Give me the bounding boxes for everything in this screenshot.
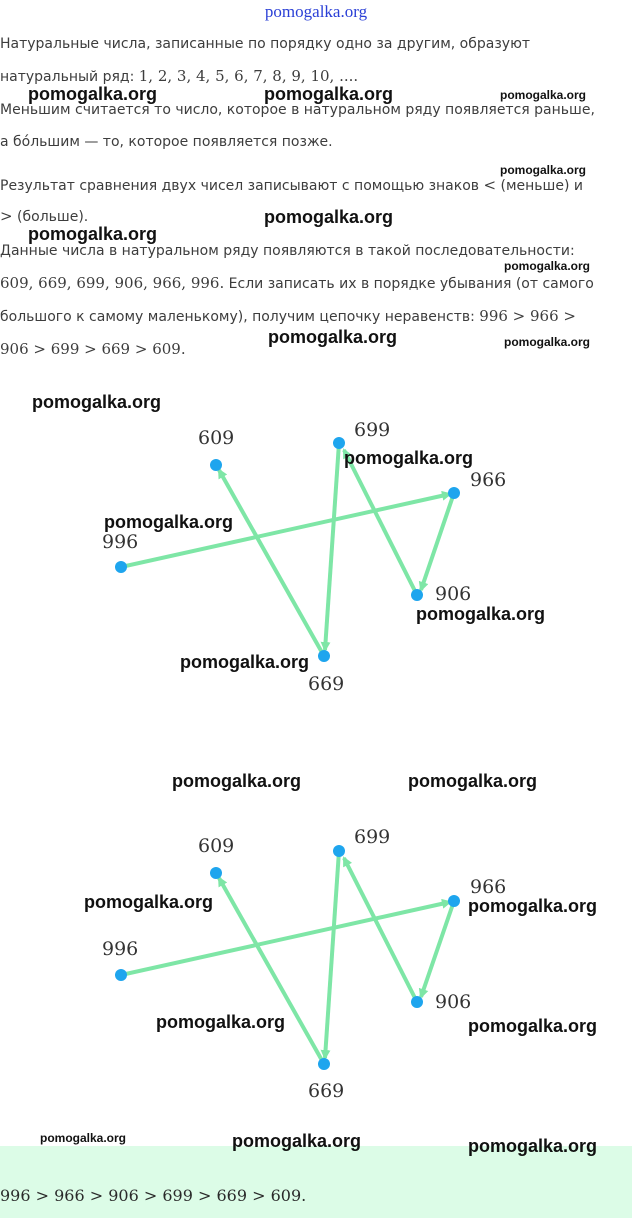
inequality-chain-part1: 996 > 966 > bbox=[479, 307, 576, 325]
natural-series: 1, 2, 3, 4, 5, 6, 7, 8, 9, 10, .... bbox=[138, 67, 359, 85]
node-609 bbox=[210, 459, 222, 471]
watermark: pomogalka.org bbox=[264, 207, 394, 227]
label-669: 669 bbox=[308, 673, 345, 695]
label-699: 699 bbox=[354, 419, 391, 441]
watermark: pomogalka.org bbox=[40, 1131, 127, 1145]
label2-609: 609 bbox=[198, 835, 235, 857]
label-609: 609 bbox=[198, 427, 235, 449]
node-669 bbox=[318, 650, 330, 662]
watermark: pomogalka.org bbox=[172, 771, 302, 791]
label2-996: 996 bbox=[102, 938, 139, 960]
paragraph-signs-text3: (больше). bbox=[12, 209, 89, 225]
watermark: pomogalka.org bbox=[32, 392, 162, 412]
paragraph-smaller-line1: Меньшим считается то число, которое в натуральном ряду появляется раньше, bbox=[0, 102, 595, 118]
label2-966: 966 bbox=[470, 876, 507, 898]
watermark: pomogalka.org bbox=[180, 652, 310, 672]
watermark: pomogalka.org bbox=[500, 88, 587, 102]
watermark: pomogalka.org bbox=[416, 604, 546, 624]
watermark: pomogalka.org bbox=[232, 1131, 362, 1151]
diagram-2 bbox=[0, 810, 632, 1110]
node2-699 bbox=[333, 845, 345, 857]
watermark: pomogalka.org bbox=[504, 335, 591, 349]
paragraph-sequence-text2: большого к самому маленькому), получим цепочку неравенств: bbox=[0, 309, 480, 325]
label2-669: 669 bbox=[308, 1080, 345, 1102]
greater-sign: > bbox=[0, 207, 13, 225]
watermark: pomogalka.org bbox=[268, 327, 398, 347]
paragraph-sequence-text: Если записать их в порядке убывания (от самого bbox=[224, 276, 594, 292]
arrow-966-906 bbox=[421, 493, 454, 590]
number-sequence: 609, 669, 699, 906, 966, 996. bbox=[0, 274, 225, 292]
node2-996 bbox=[115, 969, 127, 981]
paragraph-signs-text2: (меньше) и bbox=[496, 178, 583, 194]
arrow-906-699 bbox=[344, 450, 417, 595]
label-966: 966 bbox=[470, 469, 507, 491]
watermark: pomogalka.org bbox=[28, 84, 158, 104]
watermark: pomogalka.org bbox=[84, 892, 214, 912]
answer-text: 996 > 966 > 906 > 699 > 669 > 609. bbox=[0, 1186, 307, 1205]
watermark: pomogalka.org bbox=[468, 1136, 598, 1156]
label2-699: 699 bbox=[354, 826, 391, 848]
arrow2-906-699 bbox=[344, 858, 417, 1002]
watermark: pomogalka.org bbox=[104, 512, 234, 532]
node2-669 bbox=[318, 1058, 330, 1070]
paragraph-signs-text: Результат сравнения двух чисел записывают с помощью знаков bbox=[0, 178, 484, 194]
node-996 bbox=[115, 561, 127, 573]
node-906 bbox=[411, 589, 423, 601]
label2-906: 906 bbox=[435, 991, 472, 1013]
node-966 bbox=[448, 487, 460, 499]
node2-966 bbox=[448, 895, 460, 907]
paragraph-natural-row-line1: Натуральные числа, записанные по порядку одно за другим, образуют bbox=[0, 36, 531, 52]
arrow2-966-906 bbox=[421, 901, 454, 997]
watermark: pomogalka.org bbox=[408, 771, 538, 791]
less-sign: < bbox=[483, 176, 497, 194]
inequality-chain-part2: 906 > 699 > 669 > 609. bbox=[0, 340, 186, 358]
watermark: pomogalka.org bbox=[344, 448, 474, 468]
watermark: pomogalka.org bbox=[264, 84, 394, 104]
watermark: pomogalka.org bbox=[504, 259, 591, 273]
arrow2-669-609 bbox=[219, 878, 324, 1064]
label-996: 996 bbox=[102, 531, 139, 553]
arrow-699-669 bbox=[325, 443, 339, 650]
label-906: 906 bbox=[435, 583, 472, 605]
site-header-link[interactable]: pomogalka.org bbox=[264, 2, 368, 21]
watermark: pomogalka.org bbox=[500, 163, 587, 177]
paragraph-sequence-line1: Данные числа в натуральном ряду появляются в такой последовательности: bbox=[0, 243, 575, 259]
paragraph-smaller-line2: а бо́льшим — то, которое появляется позже. bbox=[0, 134, 333, 150]
diagram-1 bbox=[0, 400, 632, 700]
watermark: pomogalka.org bbox=[468, 896, 598, 916]
arrow-669-609 bbox=[219, 470, 324, 656]
paragraph-natural-row-label: натуральный ряд: bbox=[0, 69, 139, 85]
arrow2-699-669 bbox=[325, 851, 339, 1058]
watermark: pomogalka.org bbox=[28, 224, 158, 244]
node2-906 bbox=[411, 996, 423, 1008]
node2-609 bbox=[210, 867, 222, 879]
watermark: pomogalka.org bbox=[156, 1012, 286, 1032]
watermark: pomogalka.org bbox=[468, 1016, 598, 1036]
